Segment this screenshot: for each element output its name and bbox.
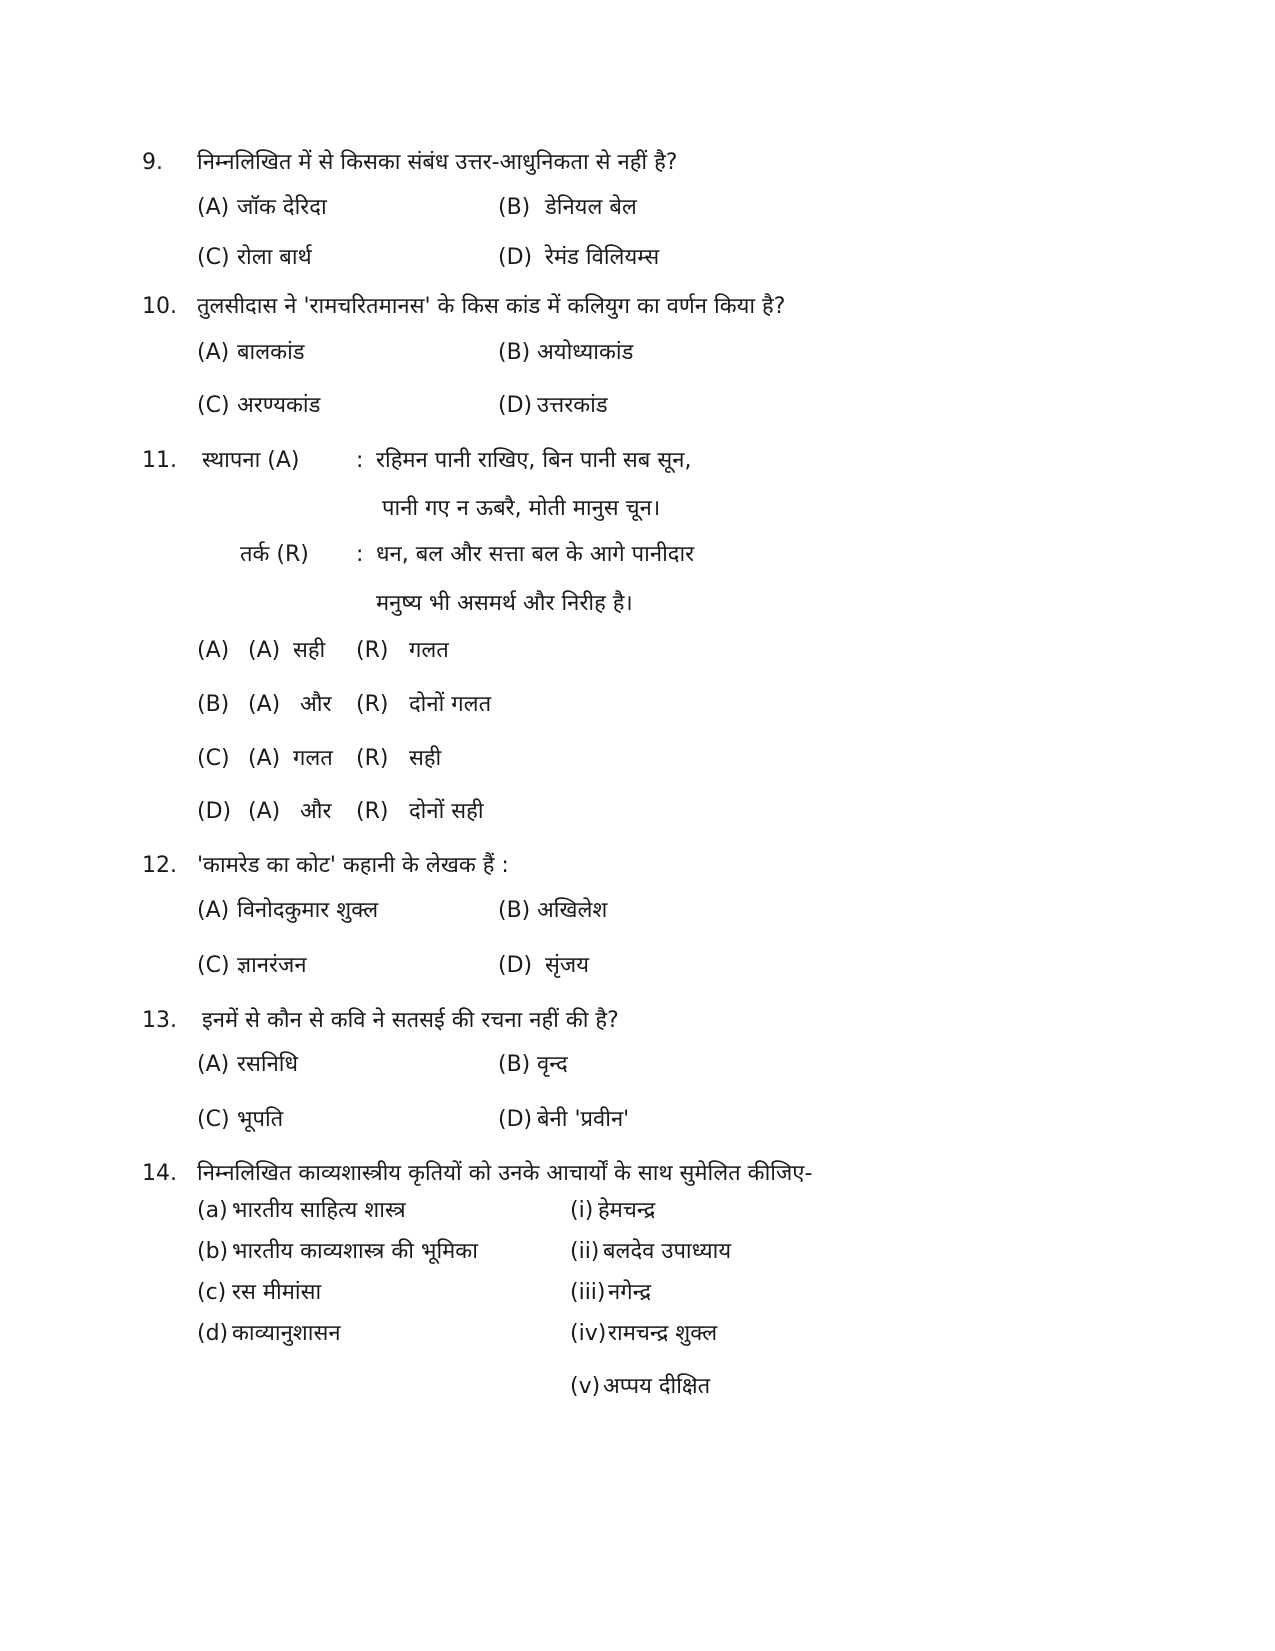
reason-label: तर्क (R): [240, 542, 309, 567]
assertion-line: पानी गए न ऊबरै, मोती मानुस चून।: [382, 496, 661, 521]
option-label: (D): [498, 953, 533, 978]
match-right-text: रामचन्द्र शुक्ल: [608, 1321, 718, 1346]
option-label: (C): [197, 245, 230, 270]
option-label: (D): [498, 245, 533, 270]
question-text: इनमें से कौन से कवि ने सतसई की रचना नहीं की है?: [202, 1008, 619, 1033]
option-text: बालकांड: [237, 340, 305, 365]
option-label: (B): [498, 1052, 531, 1077]
reason-line: धन, बल और सत्ता बल के आगे पानीदार: [376, 542, 695, 567]
match-left-text: रस मीमांसा: [232, 1280, 322, 1305]
option-label: (C): [197, 1107, 230, 1132]
option-label: (A): [197, 1052, 230, 1077]
option-label: (C): [197, 953, 230, 978]
option-conjunction: और: [300, 692, 332, 717]
reason-line: मनुष्य भी असमर्थ और निरीह है।: [376, 591, 633, 616]
match-right-text: अप्पय दीक्षित: [603, 1374, 711, 1399]
option-status: दोनों सही: [409, 799, 484, 824]
option-label: (A): [197, 340, 230, 365]
option-a-ref: (A): [248, 692, 281, 717]
option-text: रेमंड विलियम्स: [545, 245, 660, 270]
option-label: (D): [197, 799, 232, 824]
assertion-label: स्थापना (A): [202, 448, 300, 473]
question-number: 10.: [142, 294, 177, 319]
option-label: (B): [498, 195, 531, 220]
option-text: अखिलेश: [537, 898, 608, 923]
option-r-ref: (R): [356, 638, 389, 663]
match-right-text: नगेन्द्र: [608, 1280, 652, 1305]
option-label: (A): [197, 195, 230, 220]
match-right-label: (iii): [570, 1280, 606, 1305]
match-left-text: काव्यानुशासन: [232, 1321, 341, 1346]
match-right-label: (ii): [570, 1239, 600, 1264]
option-a-ref: (A): [248, 746, 281, 771]
option-text: अयोध्याकांड: [537, 340, 634, 365]
assertion-line: रहिमन पानी राखिए, बिन पानी सब सून,: [376, 448, 692, 473]
option-text: सृंजय: [545, 953, 589, 978]
question-text: 'कामरेड का कोट' कहानी के लेखक हैं :: [197, 853, 509, 878]
match-left-label: (a): [197, 1198, 228, 1223]
match-left-label: (d): [197, 1321, 229, 1346]
option-text: अरण्यकांड: [237, 393, 321, 418]
option-a-ref: (A): [248, 799, 281, 824]
question-text: निम्नलिखित में से किसका संबंध उत्तर-आधुनिकता से नहीं है?: [197, 150, 678, 175]
option-r-status: सही: [409, 746, 442, 771]
option-label: (A): [197, 898, 230, 923]
match-left-label: (c): [197, 1280, 227, 1305]
match-left-text: भारतीय काव्यशास्त्र की भूमिका: [232, 1239, 478, 1264]
match-left-text: भारतीय साहित्य शास्त्र: [232, 1198, 406, 1223]
option-text: डेनियल बेल: [545, 195, 637, 220]
match-left-label: (b): [197, 1239, 229, 1264]
question-number: 11.: [142, 448, 177, 473]
assertion-colon: :: [356, 448, 364, 473]
question-number: 14.: [142, 1161, 177, 1186]
match-right-label: (iv): [570, 1321, 607, 1346]
option-a-status: गलत: [293, 746, 333, 771]
option-label: (C): [197, 746, 230, 771]
option-text: उत्तरकांड: [537, 393, 608, 418]
option-text: रसनिधि: [237, 1052, 299, 1077]
reason-colon: :: [356, 542, 364, 567]
option-r-ref: (R): [356, 799, 389, 824]
option-r-ref: (R): [356, 746, 389, 771]
match-right-text: बलदेव उपाध्याय: [603, 1239, 732, 1264]
option-text: ज्ञानरंजन: [237, 953, 307, 978]
match-right-text: हेमचन्द्र: [598, 1198, 656, 1223]
option-a-ref: (A): [248, 638, 281, 663]
option-status: दोनों गलत: [409, 692, 492, 717]
option-label: (D): [498, 393, 533, 418]
question-number: 13.: [142, 1008, 177, 1033]
option-label: (C): [197, 393, 230, 418]
option-text: रोला बार्थ: [237, 245, 312, 270]
match-right-label: (v): [570, 1374, 601, 1399]
question-text: तुलसीदास ने 'रामचरितमानस' के किस कांड में कलियुग का वर्णन किया है?: [197, 294, 786, 319]
question-number: 9.: [142, 150, 163, 175]
option-conjunction: और: [300, 799, 332, 824]
option-a-status: सही: [293, 638, 326, 663]
question-text: निम्नलिखित काव्यशास्त्रीय कृतियों को उनके आचार्यों के साथ सुमेलित कीजिए-: [197, 1161, 813, 1186]
option-text: विनोदकुमार शुक्ल: [237, 898, 379, 923]
option-label: (A): [197, 638, 230, 663]
option-r-status: गलत: [409, 638, 449, 663]
option-text: बेनी 'प्रवीन': [537, 1107, 630, 1132]
option-label: (B): [498, 340, 531, 365]
question-number: 12.: [142, 853, 177, 878]
option-text: भूपति: [237, 1107, 284, 1132]
option-text: जॉक देरिदा: [237, 195, 327, 220]
option-text: वृन्द: [537, 1052, 568, 1077]
option-label: (B): [498, 898, 531, 923]
option-label: (D): [498, 1107, 533, 1132]
option-r-ref: (R): [356, 692, 389, 717]
option-label: (B): [197, 692, 230, 717]
match-right-label: (i): [570, 1198, 594, 1223]
